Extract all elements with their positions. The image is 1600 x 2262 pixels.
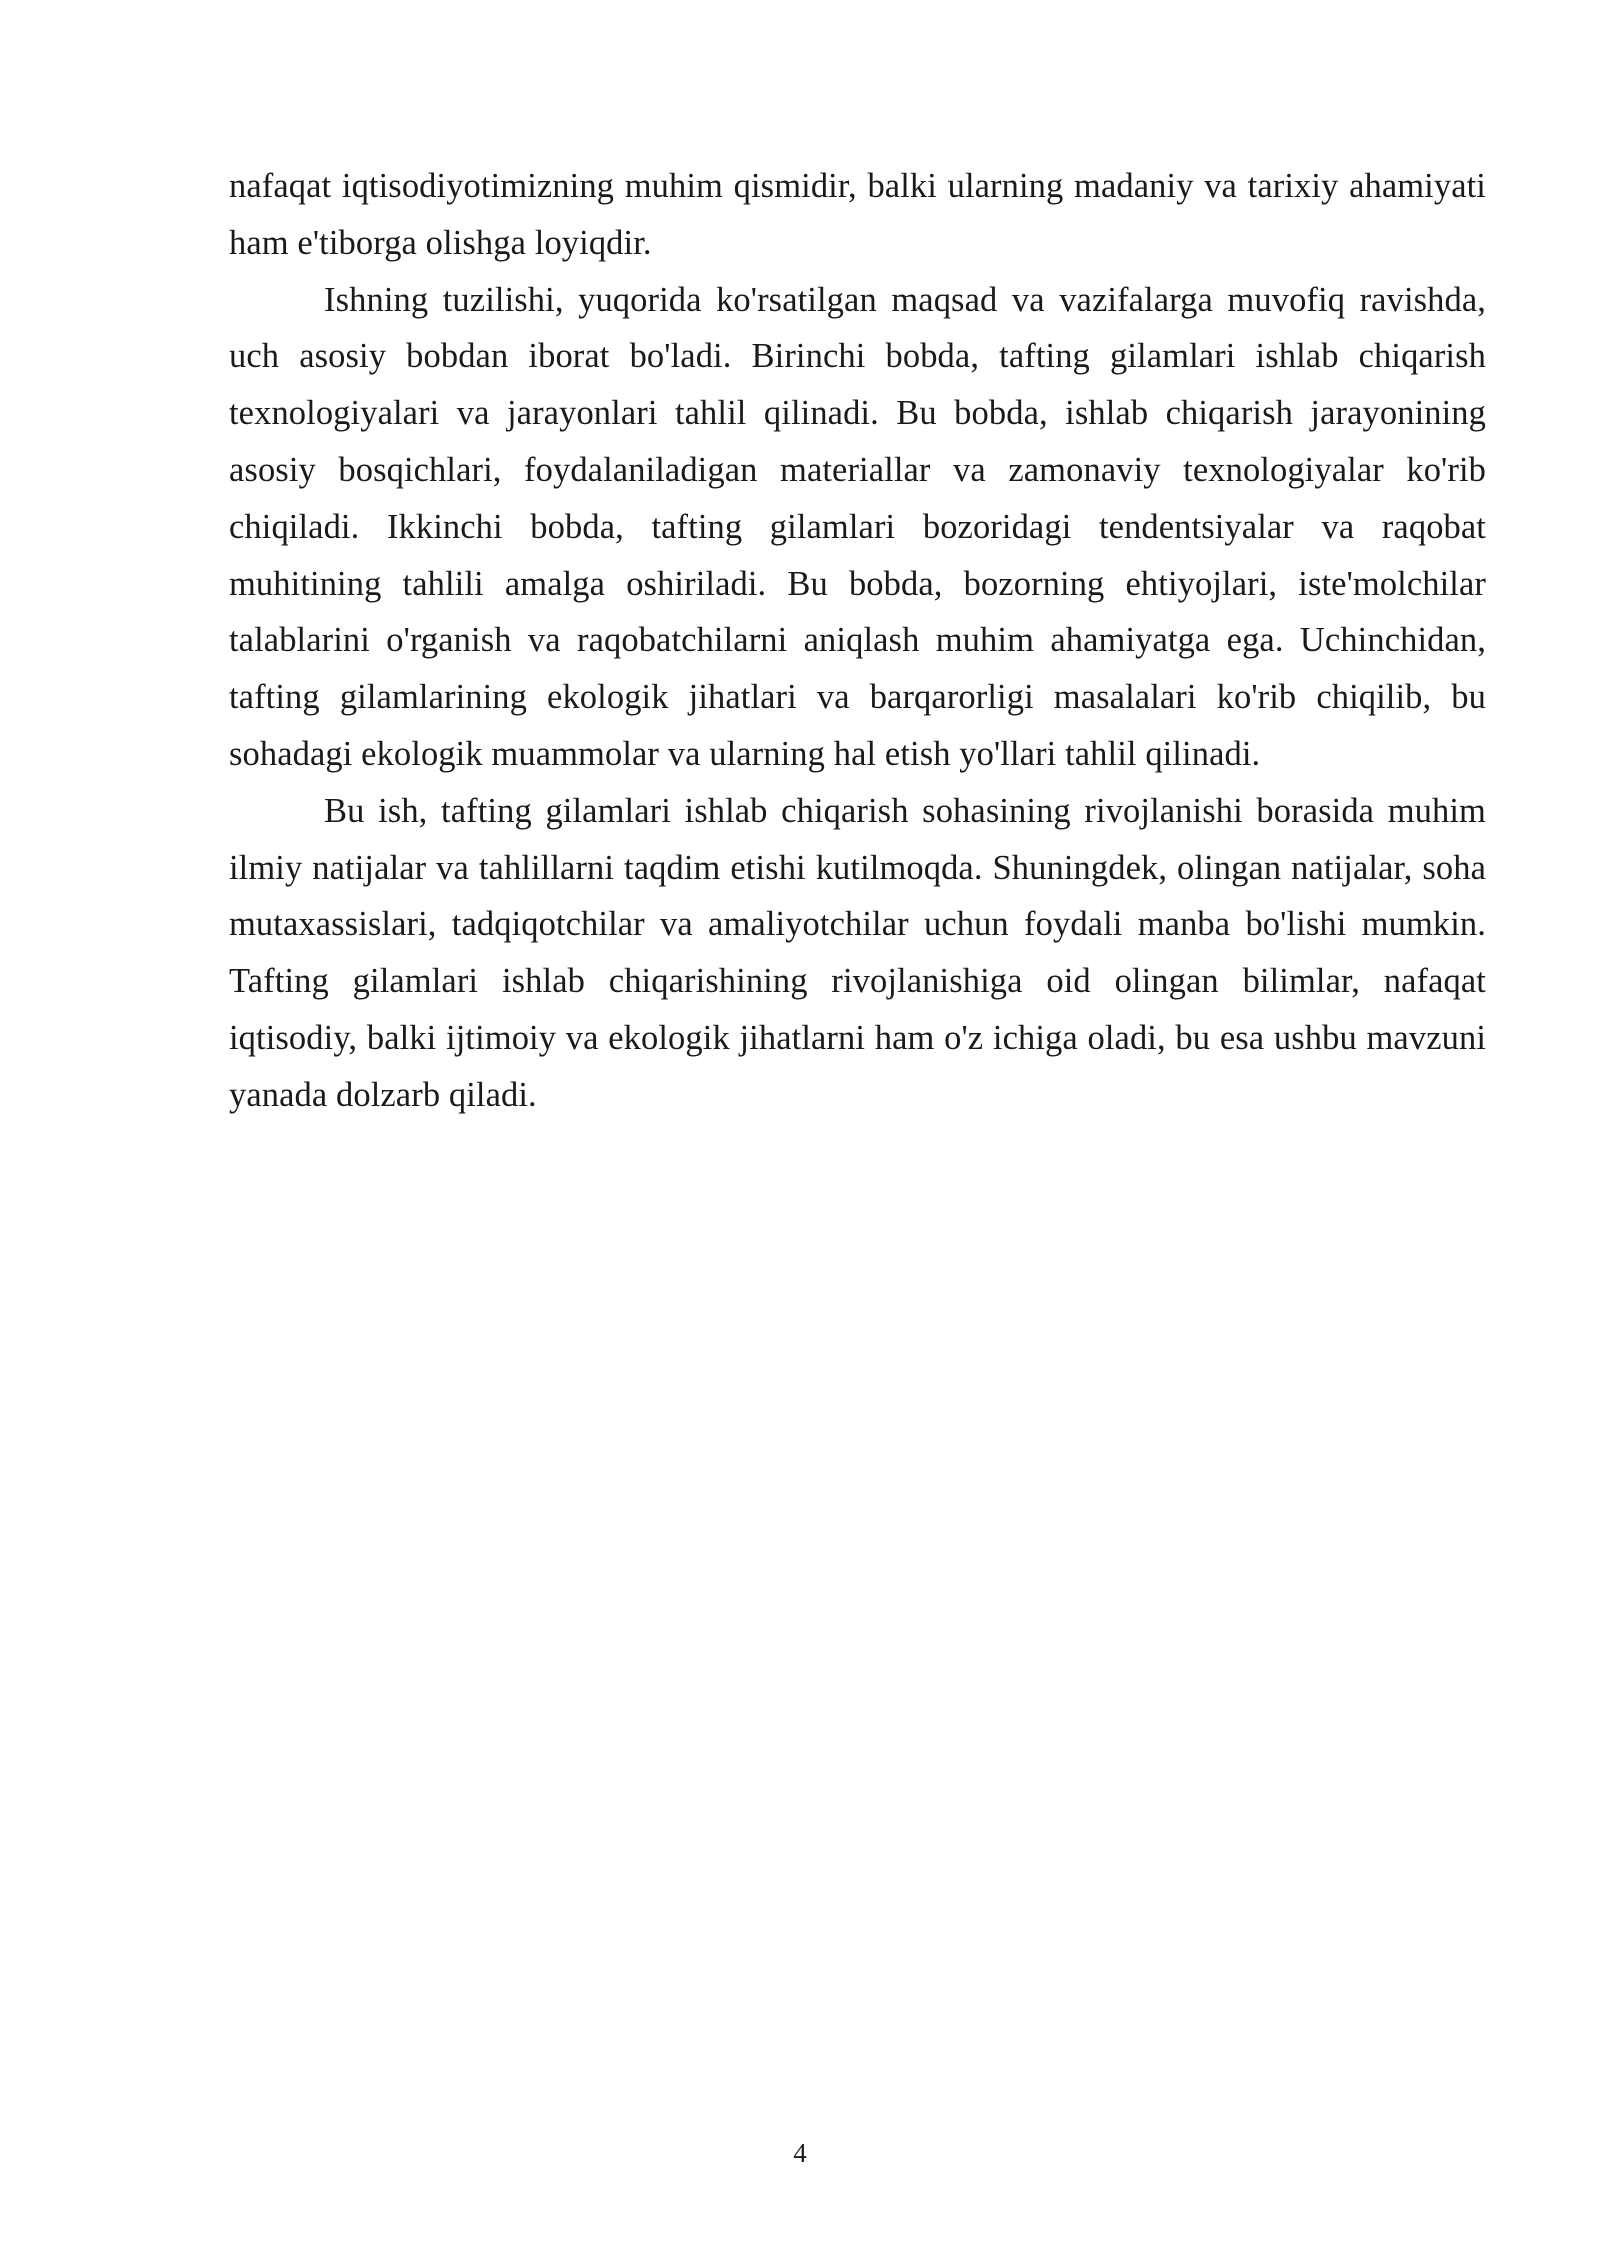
page-number: 4 <box>793 2138 807 2168</box>
paragraph-work-structure: Ishning tuzilishi, yuqorida ko'rsatilgan maqsad va vazifalarga muvofiq ravishda, uch asosiy bobdan iborat bo'ladi. Birinchi bobda, tafting gilamlari ishlab chiqarish texnologiyalari va jarayonlari tahlil qilinadi. Bu bobda, ishlab chiqarish jarayonining asosiy bosqichlari, foydalaniladigan materiallar va zamonaviy texnologiyalar ko'rib chiqiladi. Ikkinchi bobda, tafting gilamlari bozoridagi tendentsiyalar va raqobat muhitining tahlili amalga oshiriladi. Bu bobda, bozorning ehtiyojlari, iste'molchilar talablarini o'rganish va raqobatchilarni aniqlash muhim ahamiyatga ega. Uchinchidan, tafting gilamlarining ekologik jihatlari va barqarorligi masalalari ko'rib chiqilib, bu sohadagi ekologik muammolar va ularning hal etish yo'llari tahlil qilinadi. <box>229 280 1486 773</box>
paragraph-continuation: nafaqat iqtisodiyotimizning muhim qismidir, balki ularning madaniy va tarixiy ahamiyati ham e'tiborga olishga loyiqdir. <box>229 167 1486 262</box>
paragraph-expected-results: Bu ish, tafting gilamlari ishlab chiqarish sohasining rivojlanishi borasida muhim ilmiy natijalar va tahlillarni taqdim etishi kutilmoqda. Shuningdek, olingan natijalar, soha mutaxassislari, tadqiqotchilar va amaliyotchilar uchun foydali manba bo'lishi mumkin. Tafting gilamlari ishlab chiqarishining rivojlanishiga oid olingan bilimlar, nafaqat iqtisodiy, balki ijtimoiy va ekologik jihatlarni ham o'z ichiga oladi, bu esa ushbu mavzuni yanada dolzarb qiladi. <box>229 791 1486 1114</box>
body-text <box>229 158 1486 1124</box>
